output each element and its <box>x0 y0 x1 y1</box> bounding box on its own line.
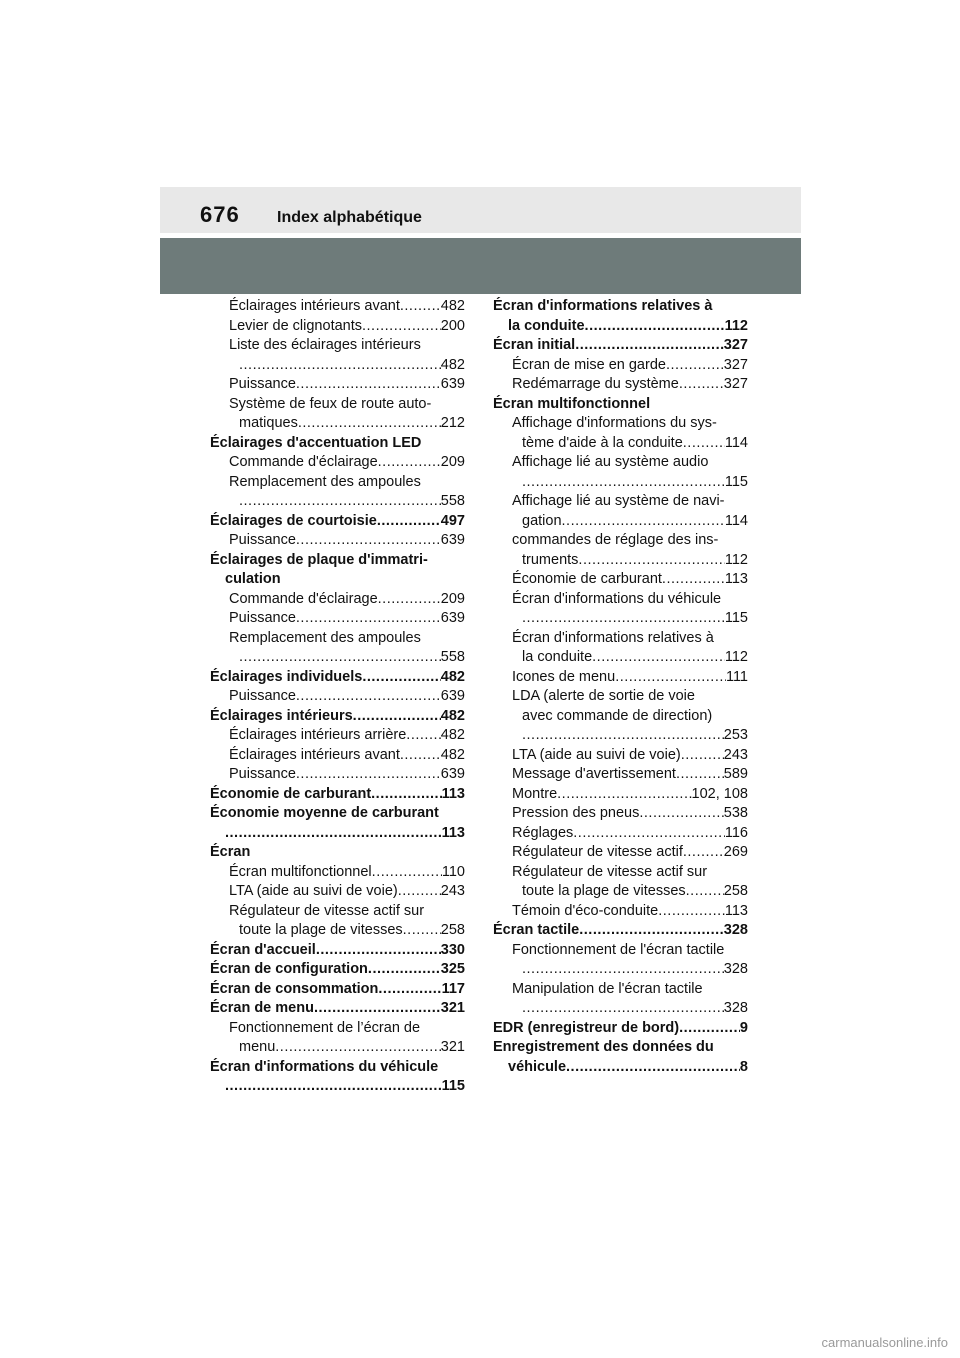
dot-leader <box>239 492 441 512</box>
dot-leader <box>400 746 441 766</box>
dot-leader <box>522 473 725 493</box>
index-entry <box>210 863 465 883</box>
entry-text: Puissance <box>229 610 296 626</box>
page-ref: 113 <box>441 785 465 802</box>
dot-leader <box>522 999 724 1019</box>
index-column-right <box>493 297 748 1077</box>
index-entry <box>210 746 465 766</box>
index-heading <box>210 629 465 649</box>
index-entry <box>493 356 748 376</box>
index-entry <box>493 1058 748 1078</box>
entry-text: gation <box>522 512 562 529</box>
index-heading <box>210 804 465 824</box>
page-ref: 269 <box>723 844 748 860</box>
entry-text: Affichage lié au système audio <box>512 454 709 470</box>
dot-leader <box>398 882 441 902</box>
dot-leader <box>298 414 441 434</box>
entry-text: Écran <box>210 844 251 860</box>
entry-text: Écran initial <box>493 337 576 353</box>
dot-leader <box>296 687 441 707</box>
entry-text: Remplacement des ampoules <box>229 629 421 646</box>
index-heading <box>493 941 748 961</box>
entry-text: Économie de carburant <box>512 571 662 587</box>
page-ref: 482 <box>440 298 465 314</box>
page-ref: 113 <box>724 902 748 919</box>
index-entry <box>210 668 465 688</box>
page-ref: 200 <box>440 317 465 334</box>
entry-text: Éclairages de plaque d'immatri- <box>210 551 428 568</box>
dot-leader <box>368 960 441 980</box>
entry-text: Éclairages intérieurs <box>210 707 353 724</box>
dot-leader <box>683 434 725 454</box>
page-ref: 110 <box>441 863 465 880</box>
index-heading <box>493 629 748 649</box>
watermark: carmanualsonline.info <box>821 1335 948 1350</box>
index-entry <box>493 765 748 785</box>
index-entry <box>210 297 465 317</box>
entry-text: Fonctionnement de l’écran de <box>229 1019 421 1036</box>
dot-leader <box>371 785 441 805</box>
index-heading <box>493 980 748 1000</box>
dot-leader <box>372 863 442 883</box>
page-ref: 328 <box>723 1000 748 1016</box>
dot-leader <box>575 336 724 356</box>
entry-text: toute la plage de vitesses <box>522 883 686 899</box>
index-entry <box>493 317 748 337</box>
dot-leader <box>676 765 724 785</box>
page-ref: 258 <box>440 922 465 938</box>
dot-leader <box>225 1077 442 1097</box>
entry-text: Affichage d'informations du sys- <box>512 415 717 431</box>
index-entry <box>493 512 748 532</box>
dot-leader <box>658 902 725 922</box>
page-ref: 321 <box>440 1000 465 1016</box>
page-ref: 113 <box>724 571 748 587</box>
entry-text: Puissance <box>229 376 296 392</box>
index-entry <box>210 453 465 473</box>
dot-leader <box>522 609 725 629</box>
index-entry <box>210 375 465 395</box>
page-ref: 639 <box>440 766 465 782</box>
dot-leader <box>579 921 724 941</box>
index-entry <box>210 707 465 727</box>
page-ref: 589 <box>723 766 748 782</box>
page-ref: 327 <box>723 356 748 373</box>
index-entry <box>210 765 465 785</box>
dot-leader <box>378 453 441 473</box>
page-ref: 209 <box>440 454 465 470</box>
index-entry <box>493 1019 748 1039</box>
page-ref: 114 <box>724 434 748 451</box>
index-entry <box>210 726 465 746</box>
index-entry <box>210 1038 465 1058</box>
dot-leader <box>639 804 723 824</box>
index-entry <box>210 492 465 512</box>
entry-text: Écran multifonctionnel <box>493 395 651 412</box>
entry-text: Éclairages d'accentuation LED <box>210 434 422 451</box>
index-heading <box>493 453 748 473</box>
entry-text: Icones de menu <box>512 668 616 685</box>
entry-text: Régulateur de vitesse actif sur <box>229 902 425 919</box>
page-ref: 639 <box>440 610 465 626</box>
section-title: Index alphabétique <box>277 209 422 226</box>
page-ref: 258 <box>723 883 748 899</box>
entry-text: matiques <box>239 415 298 431</box>
page-ref: 115 <box>724 610 748 626</box>
dot-leader <box>679 375 724 395</box>
index-heading <box>210 434 465 454</box>
dot-leader <box>681 746 724 766</box>
index-heading <box>493 863 748 883</box>
index-entry <box>210 648 465 668</box>
dot-leader <box>239 648 441 668</box>
page-ref: 639 <box>440 376 465 392</box>
entry-text: Manipulation de l'écran tactile <box>512 980 703 997</box>
page-ref: 558 <box>440 493 465 509</box>
index-entry <box>493 902 748 922</box>
entry-text: Écran de consommation <box>210 980 379 997</box>
dot-leader <box>239 356 441 376</box>
dot-leader <box>225 824 442 844</box>
index-heading <box>210 1019 465 1039</box>
entry-text: Écran de menu <box>210 1000 314 1016</box>
page-ref: 482 <box>440 746 465 763</box>
index-entry <box>210 414 465 434</box>
page-number: 676 <box>200 202 240 227</box>
page-ref: 325 <box>440 961 465 977</box>
index-entry <box>210 824 465 844</box>
index-entry <box>493 609 748 629</box>
dot-leader <box>666 356 724 376</box>
index-entry <box>210 590 465 610</box>
page-ref: 112 <box>724 551 748 568</box>
index-heading <box>210 902 465 922</box>
index-entry <box>210 960 465 980</box>
index-entry <box>210 512 465 532</box>
entry-text: Liste des éclairages intérieurs <box>229 337 421 353</box>
dot-leader <box>615 668 726 688</box>
dot-leader <box>592 648 725 668</box>
entry-text: Économie de carburant <box>210 785 372 802</box>
section-band <box>160 238 801 294</box>
index-heading <box>210 473 465 493</box>
entry-text: Montre <box>512 785 558 802</box>
entry-text: tème d'aide à la conduite <box>522 434 683 451</box>
index-heading <box>210 336 465 356</box>
index-entry <box>210 882 465 902</box>
entry-text: Système de feux de route auto- <box>229 395 432 412</box>
entry-text: Éclairages de courtoisie <box>210 512 377 529</box>
page-ref: 327 <box>723 376 748 392</box>
dot-leader <box>378 980 441 1000</box>
entry-text: Écran de configuration <box>210 961 368 977</box>
index-entry <box>210 1077 465 1097</box>
index-entry <box>210 317 465 337</box>
index-heading <box>493 707 748 727</box>
entry-text: Écran tactile <box>493 922 580 938</box>
entry-text: la conduite <box>522 649 593 665</box>
index-entry <box>210 941 465 961</box>
entry-text: LDA (alerte de sortie de voie <box>512 688 695 704</box>
entry-text: Enregistrement des données du <box>493 1039 714 1055</box>
index-entry <box>493 648 748 668</box>
index-entry <box>493 882 748 902</box>
index-entry <box>493 473 748 493</box>
page-ref: 111 <box>725 668 748 685</box>
entry-text: Commande d'éclairage <box>229 590 378 607</box>
dot-leader <box>362 317 441 337</box>
index-heading <box>210 1058 465 1078</box>
header-bar <box>160 187 801 233</box>
index-heading <box>493 414 748 434</box>
entry-text: Redémarrage du système <box>512 376 679 392</box>
page-ref: 639 <box>440 532 465 548</box>
index-heading <box>210 551 465 571</box>
dot-leader <box>400 297 441 317</box>
dot-leader <box>573 824 725 844</box>
dot-leader <box>566 1058 740 1078</box>
dot-leader <box>403 921 441 941</box>
index-entry <box>493 375 748 395</box>
page-ref: 330 <box>440 941 465 958</box>
entry-text: Écran multifonctionnel <box>229 863 372 880</box>
index-entry <box>210 980 465 1000</box>
dot-leader <box>686 882 724 902</box>
index-heading <box>493 297 748 317</box>
entry-text: Puissance <box>229 766 296 782</box>
page-ref: 639 <box>440 688 465 704</box>
entry-text: Réglages <box>512 824 574 841</box>
index-entry <box>493 434 748 454</box>
index-heading <box>210 395 465 415</box>
entry-text: Régulateur de vitesse actif sur <box>512 863 708 880</box>
index-entry <box>493 570 748 590</box>
index-entry <box>493 824 748 844</box>
page-ref: 482 <box>440 727 465 743</box>
dot-leader <box>406 726 441 746</box>
index-heading <box>493 1038 748 1058</box>
page-ref: 482 <box>440 668 465 685</box>
entry-text: Fonctionnement de l'écran tactile <box>512 941 725 958</box>
entry-text: Écran d'accueil <box>210 941 316 958</box>
entry-text: Éclairages intérieurs arrière <box>229 727 407 743</box>
page-ref: 243 <box>723 746 748 763</box>
index-entry <box>210 687 465 707</box>
entry-text: LTA (aide au suivi de voie) <box>229 883 398 899</box>
index-entry <box>210 609 465 629</box>
index-entry <box>210 356 465 376</box>
entry-text: truments <box>522 551 579 568</box>
index-heading <box>210 570 465 590</box>
dot-leader <box>562 512 725 532</box>
dot-leader <box>679 1019 740 1039</box>
index-entry <box>493 785 748 805</box>
page-ref: 482 <box>440 707 465 724</box>
entry-text: Levier de clignotants <box>229 317 362 334</box>
dot-leader <box>557 785 691 805</box>
index-heading <box>493 492 748 512</box>
page-ref: 112 <box>724 317 748 334</box>
page-ref: 243 <box>440 883 465 899</box>
entry-text: Écran de mise en garde <box>512 356 666 373</box>
page-ref: 115 <box>441 1078 465 1094</box>
page-ref: 114 <box>724 512 748 529</box>
entry-text: avec commande de direction) <box>522 707 713 724</box>
entry-text: LTA (aide au suivi de voie) <box>512 746 681 763</box>
page-ref: 253 <box>723 727 748 743</box>
index-entry <box>493 960 748 980</box>
index-entry <box>210 921 465 941</box>
entry-text: Écran d'informations relatives à <box>512 629 714 646</box>
page-ref: 115 <box>724 473 748 490</box>
entry-text: Écran d'informations du véhicule <box>210 1058 439 1075</box>
page-ref: 209 <box>440 590 465 607</box>
dot-leader <box>314 999 441 1019</box>
index-entry <box>493 843 748 863</box>
page-ref: 538 <box>723 805 748 821</box>
entry-text: menu <box>239 1039 276 1055</box>
page-ref: 112 <box>724 649 748 665</box>
entry-text: toute la plage de vitesses <box>239 922 403 938</box>
entry-text: la conduite <box>508 317 585 334</box>
entry-text: commandes de réglage des ins- <box>512 532 719 548</box>
entry-text: Éclairages individuels <box>210 668 363 685</box>
page-ref: 482 <box>440 356 465 373</box>
page-ref: 558 <box>440 649 465 665</box>
dot-leader <box>362 668 440 688</box>
index-heading <box>493 590 748 610</box>
index-entry <box>493 551 748 571</box>
entry-text: Économie moyenne de carburant <box>210 805 439 821</box>
index-heading <box>493 531 748 551</box>
page-ref: 8 <box>739 1058 748 1075</box>
index-heading <box>493 395 748 415</box>
index-entry <box>210 785 465 805</box>
page-ref: 9 <box>739 1019 748 1036</box>
entry-text: Écran d'informations relatives à <box>493 298 713 314</box>
dot-leader <box>296 609 441 629</box>
index-entry <box>210 999 465 1019</box>
page-ref: 113 <box>441 824 465 841</box>
dot-leader <box>522 726 724 746</box>
entry-text: Message d'avertissement <box>512 766 676 782</box>
index-entry <box>210 531 465 551</box>
index-column-left <box>210 297 465 1097</box>
index-heading <box>493 687 748 707</box>
index-entry <box>493 746 748 766</box>
entry-text: Puissance <box>229 532 296 548</box>
entry-text: Commande d'éclairage <box>229 454 378 470</box>
index-entry <box>493 804 748 824</box>
dot-leader <box>683 843 724 863</box>
page-ref: 328 <box>723 922 748 938</box>
entry-text: Témoin d'éco-conduite <box>512 902 659 919</box>
dot-leader <box>296 765 441 785</box>
entry-text: véhicule <box>508 1058 567 1075</box>
entry-text: Éclairages intérieurs avant <box>229 298 400 314</box>
entry-text: Remplacement des ampoules <box>229 473 421 490</box>
index-entry <box>493 726 748 746</box>
entry-text: Affichage lié au système de navi- <box>512 493 725 509</box>
entry-text: EDR (enregistreur de bord) <box>493 1019 680 1036</box>
dot-leader <box>522 960 724 980</box>
entry-text: Pression des pneus <box>512 805 640 821</box>
page-ref: 117 <box>441 980 465 997</box>
dot-leader <box>296 531 441 551</box>
dot-leader <box>353 707 441 727</box>
index-entry <box>493 668 748 688</box>
dot-leader <box>296 375 441 395</box>
page-ref: 102, 108 <box>691 785 748 802</box>
page-ref: 327 <box>723 337 748 353</box>
page-ref: 328 <box>723 961 748 977</box>
index-entry <box>493 999 748 1019</box>
dot-leader <box>378 590 441 610</box>
index-entry <box>493 336 748 356</box>
entry-text: culation <box>225 571 281 587</box>
dot-leader <box>578 551 724 571</box>
page-ref: 321 <box>440 1039 465 1055</box>
index-heading <box>210 843 465 863</box>
entry-text: Écran d'informations du véhicule <box>512 590 722 607</box>
entry-text: Régulateur de vitesse actif <box>512 844 683 860</box>
entry-text: Éclairages intérieurs avant <box>229 746 400 763</box>
dot-leader <box>377 512 441 532</box>
page-ref: 116 <box>724 824 748 841</box>
page-ref: 212 <box>440 415 465 431</box>
index-entry <box>493 921 748 941</box>
dot-leader <box>662 570 725 590</box>
page-ref: 497 <box>440 512 465 529</box>
dot-leader <box>585 317 725 337</box>
entry-text: Puissance <box>229 688 296 704</box>
dot-leader <box>316 941 441 961</box>
dot-leader <box>275 1038 441 1058</box>
